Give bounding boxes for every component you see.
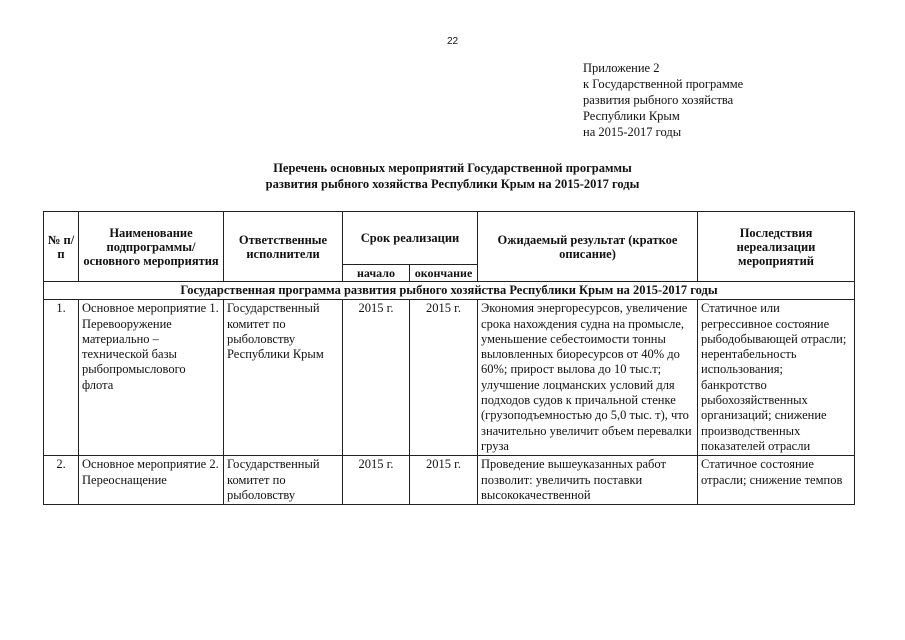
appendix-line-2: к Государственной программе bbox=[583, 77, 744, 91]
title-line-2: развития рыбного хозяйства Республики Крым на 2015-2017 годы bbox=[265, 177, 640, 191]
header-period: Срок реализации bbox=[343, 212, 478, 265]
header-consequences: Последствия нереализации мероприятий bbox=[698, 212, 855, 282]
header-responsible: Ответственные исполнители bbox=[224, 212, 343, 282]
row-responsible: Государственный комитет по рыболовству Республики Крым bbox=[224, 300, 343, 456]
row-responsible: Государственный комитет по рыболовству bbox=[224, 456, 343, 505]
row-end: 2015 г. bbox=[410, 300, 478, 456]
appendix-line-5: на 2015-2017 годы bbox=[583, 125, 682, 139]
row-num: 1. bbox=[44, 300, 79, 456]
row-start: 2015 г. bbox=[343, 300, 410, 456]
header-end: окончание bbox=[410, 265, 478, 282]
header-start: начало bbox=[343, 265, 410, 282]
activities-table bbox=[43, 211, 855, 505]
header-num: № п/п bbox=[44, 212, 79, 282]
table-row bbox=[44, 300, 855, 456]
row-consequences: Статичное состояние отрасли; снижение темпов bbox=[698, 456, 855, 505]
row-result: Проведение вышеуказанных работ позволит: увеличить поставки высококачественной bbox=[478, 456, 698, 505]
row-num: 2. bbox=[44, 456, 79, 505]
row-start: 2015 г. bbox=[343, 456, 410, 505]
row-result: Экономия энергоресурсов, увеличение срока нахождения судна на промысле, уменьшение себестоимости тонны выловленных биоресурсов от 40% до 60%; прирост вылова до 10 тыс.т; улучшение лоцманских условий для подходов судов к причальной стенке (грузоподъемностью до 5,0 тыс. т), что значительно увеличит объем перевалки груза bbox=[478, 300, 698, 456]
row-name: Основное мероприятие 1. Перевооружение материально – технической базы рыбопромыслового флота bbox=[79, 300, 224, 456]
title-line-1: Перечень основных мероприятий Государственной программы bbox=[273, 161, 632, 175]
document-title bbox=[0, 160, 905, 192]
row-end: 2015 г. bbox=[410, 456, 478, 505]
page-number: 22 bbox=[446, 36, 459, 47]
header-result: Ожидаемый результат (краткое описание) bbox=[478, 212, 698, 282]
header-name: Наименование подпрограммы/ основного мероприятия bbox=[79, 212, 224, 282]
row-name: Основное мероприятие 2. Переоснащение bbox=[79, 456, 224, 505]
appendix-line-3: развития рыбного хозяйства bbox=[583, 93, 734, 107]
row-consequences: Статичное или регрессивное состояние рыбодобывающей отрасли; нерентабельность использования; банкротство рыбохозяйственных организаций; снижение производственных показателей отрасли bbox=[698, 300, 855, 456]
appendix-line-4: Республики Крым bbox=[583, 109, 680, 123]
section-row: Государственная программа развития рыбного хозяйства Республики Крым на 2015-2017 годы bbox=[44, 282, 855, 300]
table-row bbox=[44, 456, 855, 505]
appendix-note bbox=[583, 60, 743, 140]
appendix-line-1: Приложение 2 bbox=[583, 61, 660, 75]
